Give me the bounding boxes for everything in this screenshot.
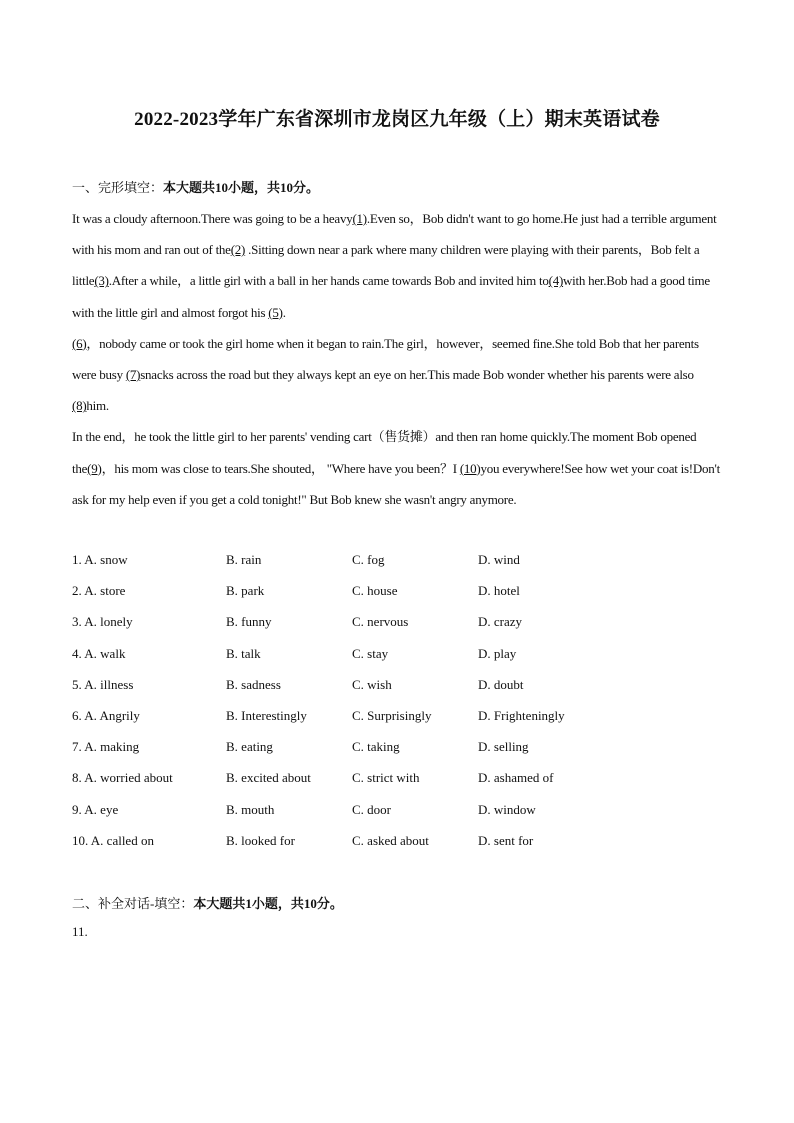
blank-4: (4) [548,273,564,289]
option-d: D. window [478,801,536,817]
option-d: D. wind [478,552,520,567]
option-b: B. funny [226,614,272,630]
passage-text: him. [86,398,109,414]
section-description: 本大题共10小题，共10分。 [163,180,320,195]
passage-text: .After a while，a little girl with a ball in her hands came towards Bob and invited him to [108,273,549,289]
question-row [72,731,724,762]
option-d: D. Frighteningly [478,707,565,723]
question-11-label: 11. [72,924,88,939]
passage-text: ，his mom was close to tears.She shouted， "Where have you been？I [101,460,460,476]
option-b: B. eating [226,739,273,755]
question-options-list [72,544,724,856]
passage-paragraph-3 [72,421,724,515]
option-d: D. selling [478,739,529,755]
option-b: B. looked for [226,832,295,848]
option-d: D. sent for [478,832,534,848]
question-row [72,575,724,606]
blank-10: (10) [459,460,481,476]
option-a: 7. A. making [72,739,140,755]
passage-text: It was a cloudy afternoon.There was going to be a heavy [72,211,353,226]
blank-2: (2) [230,242,246,258]
section-heading-dialogue [72,893,343,912]
option-c: C. stay [352,645,389,661]
option-a: 1. A. snow [72,552,128,567]
passage-text: . [282,304,286,320]
question-row [72,794,724,825]
option-c: C. strict with [352,770,420,786]
option-b: B. sadness [226,676,281,692]
passage-text: In the end，he took the little girl to her parents' vending cart（售货摊）and then ran home quickly.The moment Bob opened the [72,429,697,476]
option-d: D. crazy [478,614,523,630]
option-a: 3. A. lonely [72,614,133,630]
question-row [72,669,724,700]
question-row [72,638,724,669]
blank-7: (7) [125,367,141,383]
option-d: D. hotel [478,583,520,599]
blank-1: (1) [352,211,367,226]
blank-6: (6) [72,335,87,351]
option-c: C. door [352,801,391,817]
passage-text: .Even so，Bob didn't want to go home.He just had a terrible argument with his mom and ran out of the [72,211,717,258]
option-c: C. Surprisingly [352,707,432,723]
blank-5: (5) [268,304,283,320]
question-row [72,762,724,793]
question-row [72,825,724,856]
option-b: B. rain [226,552,262,567]
option-b: B. Interestingly [226,707,307,723]
passage-text: ，nobody came or took the girl home when it began to rain.The girl，however，seemed fine.She told Bob that her parents were busy [72,335,699,383]
blank-3: (3) [94,273,109,289]
option-c: C. fog [352,552,385,567]
option-b: B. talk [226,645,261,661]
question-row [72,544,724,575]
option-b: B. excited about [226,770,311,786]
passage-text: you everywhere!See how wet your coat is!Don't ask for my help even if you get a cold tonight!" But Bob knew she wasn't angry anymore. [72,460,720,507]
passage-text: with her.Bob had a good time with the little girl and almost forgot his [72,273,710,320]
blank-9: (9) [87,460,102,476]
option-a: 10. A. called on [72,832,154,848]
option-d: D. ashamed of [478,770,554,786]
passage-text: snacks across the road but they always kept an eye on her.This made Bob wonder whether his parents were also [140,367,694,383]
question-row [72,606,724,637]
section-description: 本大题共1小题，共10分。 [193,896,343,911]
question-row [72,700,724,731]
option-d: D. doubt [478,676,524,692]
blank-8: (8) [72,398,87,414]
passage-paragraph-2 [72,328,724,422]
passage-text: .Sitting down near a park where many children were playing with their parents，Bob felt a little [72,242,700,289]
option-b: B. mouth [226,801,275,817]
option-c: C. taking [352,739,400,755]
option-a: 4. A. walk [72,645,126,661]
page-title: 2022-2023学年广东省深圳市龙岗区九年级（上）期末英语试卷 [134,109,660,130]
option-b: B. park [226,583,265,599]
option-a: 6. A. Angrily [72,707,140,723]
option-a: 8. A. worried about [72,770,173,786]
option-c: C. asked about [352,832,429,848]
section-number: 二、补全对话-填空： [72,896,194,911]
section-heading-cloze [72,177,319,196]
option-c: C. nervous [352,614,409,630]
option-c: C. wish [352,676,392,692]
cloze-passage [72,203,724,515]
option-d: D. play [478,645,517,661]
option-a: 5. A. illness [72,676,134,692]
option-a: 2. A. store [72,583,126,599]
option-c: C. house [352,583,398,599]
section-number: 一、完形填空： [72,180,164,195]
option-a: 9. A. eye [72,801,119,817]
passage-paragraph-1 [72,203,724,328]
